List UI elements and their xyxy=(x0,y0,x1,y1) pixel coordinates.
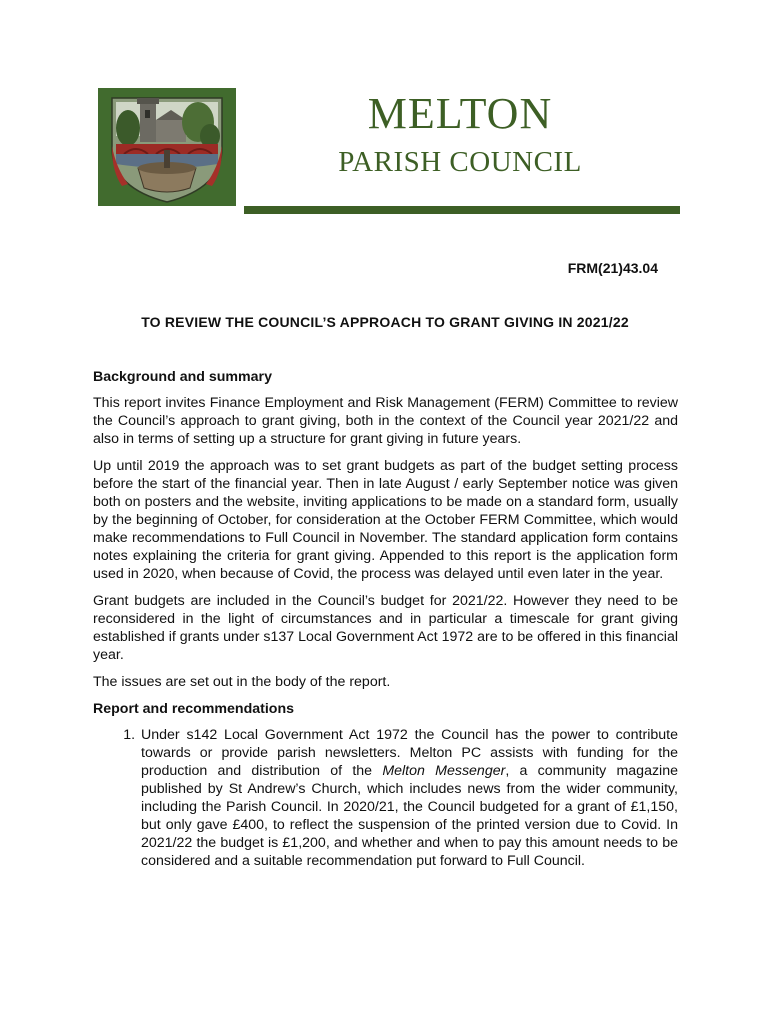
council-name-line2: PARISH COUNCIL xyxy=(338,146,582,178)
document-body xyxy=(93,368,678,870)
council-name xyxy=(300,88,620,180)
background-paragraph-4: The issues are set out in the body of the report. xyxy=(93,674,391,690)
recommendation-item-1 xyxy=(139,726,678,870)
recommendations-heading: Report and recommendations xyxy=(93,701,295,717)
council-crest-logo xyxy=(98,88,236,206)
item1-text-before: Under s142 Local Government Act 1972 the Council has the power to contribute towards or provide parish newsletters. Melton PC assists with funding for the production and distribution of the xyxy=(141,727,678,779)
background-heading: Background and summary xyxy=(93,369,272,385)
background-paragraph-2: Up until 2019 the approach was to set grant budgets as part of the budget setting process before the start of the financial year. Then in late August / early September notice was given both on posters and the website, inviting applications to be made on a standard form, usually by the beginning of October, for consideration at the October FERM Committee, which would make recommendations to Full Council in November. The standard application form contains notes explaining the criteria for grant giving. Appended to this report is the application form used in 2020, when because of Covid, the process was delayed until even later in the year. xyxy=(93,458,678,582)
document-title: TO REVIEW THE COUNCIL’S APPROACH TO GRANT GIVING IN 2021/22 xyxy=(141,314,629,330)
header-divider xyxy=(244,206,680,214)
recommendations-list xyxy=(93,726,678,870)
crest-icon xyxy=(98,88,236,206)
document-reference: FRM(21)43.04 xyxy=(567,260,658,276)
council-name-line1: MELTON xyxy=(367,89,553,138)
item1-publication-title: Melton Messenger xyxy=(382,763,506,779)
background-paragraph-1: This report invites Finance Employment and Risk Management (FERM) Committee to review the Council’s approach to grant giving, both in the context of the Council year 2021/22 and also in terms of setting up a structure for grant giving in future years. xyxy=(93,395,678,447)
item1-text-after: , a community magazine published by St Andrew’s Church, which includes news from the wider community, including the Parish Council. In 2020/21, the Council budgeted for a grant of £1,150, but only gave £400, to reflect the suspension of the printed version due to Covid. In 2021/22 the budget is £1,200, and whether and when to pay this amount needs to be considered and a suitable recommendation put forward to Full Council. xyxy=(141,763,678,869)
background-paragraph-3: Grant budgets are included in the Council’s budget for 2021/22. However they need to be reconsidered in the light of circumstances and in particular a timescale for grant giving established if grants under s137 Local Government Act 1972 are to be offered in this financial year. xyxy=(93,593,678,663)
